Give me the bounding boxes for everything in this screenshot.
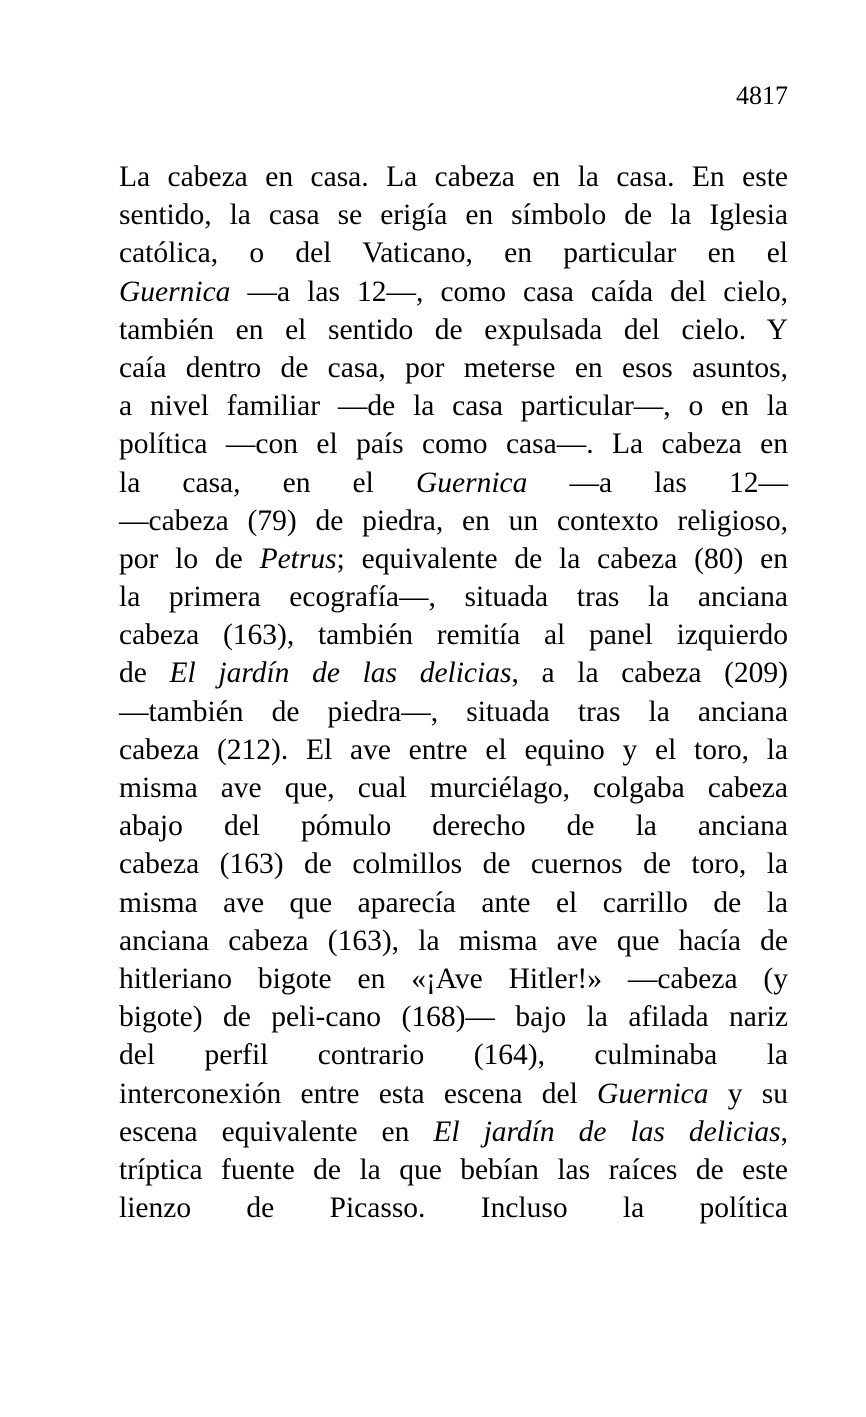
text-line <box>119 693 788 731</box>
italic-title: Petrus <box>259 542 337 575</box>
text-segment: lienzo de Picasso. Incluso la política <box>119 1192 788 1225</box>
text-line <box>119 1151 788 1189</box>
text-segment: también en el sentido de expulsada del cielo. Y <box>119 313 788 346</box>
body-text <box>119 158 788 1227</box>
text-segment: —a las 12—, como casa caída del cielo, <box>230 275 788 308</box>
text-segment: escena equivalente en <box>119 1115 434 1148</box>
text-segment: —también de piedra—, situada tras la anciana <box>119 695 788 728</box>
text-segment: y su <box>708 1077 789 1110</box>
text-segment: anciana cabeza (163), la misma ave que hacía de <box>119 924 788 957</box>
text-segment: —a las 12— <box>527 466 788 499</box>
text-segment: la casa, en el <box>119 466 416 499</box>
text-segment: sentido, la casa se erigía en símbolo de la Iglesia <box>119 199 788 232</box>
text-line <box>119 960 788 998</box>
text-segment: , <box>780 1115 788 1148</box>
text-line <box>119 425 788 463</box>
text-line <box>119 158 788 196</box>
text-line <box>119 387 788 425</box>
text-line <box>119 234 788 272</box>
text-segment: por lo de <box>119 542 260 575</box>
italic-title: El jardín de las delicias <box>433 1115 781 1148</box>
text-segment: tríptica fuente de la que bebían las raíces de este <box>119 1153 788 1186</box>
text-line <box>119 1075 788 1113</box>
text-line <box>119 845 788 883</box>
text-segment: ; equivalente de la cabeza (80) en <box>336 542 788 575</box>
page-number: 4817 <box>736 81 788 110</box>
text-line <box>119 196 788 234</box>
text-line <box>119 502 788 540</box>
text-segment: misma ave que aparecía ante el carrillo de la <box>119 886 788 919</box>
text-line <box>119 464 788 502</box>
text-segment: cabeza (163), también remitía al panel izquierdo <box>119 619 788 652</box>
italic-title: Guernica <box>597 1077 709 1110</box>
text-line <box>119 311 788 349</box>
text-segment: de <box>119 657 170 690</box>
text-segment: cabeza (212). El ave entre el equino y el toro, la <box>119 733 788 766</box>
text-segment: , a la cabeza (209) <box>511 657 788 690</box>
text-line <box>119 273 788 311</box>
text-segment: a nivel familiar —de la casa particular—, o en la <box>119 390 788 423</box>
text-line <box>119 616 788 654</box>
text-line <box>119 578 788 616</box>
text-line <box>119 731 788 769</box>
text-segment: interconexión entre esta escena del <box>119 1077 598 1110</box>
text-line <box>119 807 788 845</box>
text-line <box>119 654 788 692</box>
text-segment: —cabeza (79) de piedra, en un contexto religioso, <box>119 504 788 537</box>
text-segment: del perfil contrario (164), culminaba la <box>119 1039 788 1072</box>
text-segment: bigote) de peli-cano (168)— bajo la afilada nariz <box>119 1001 788 1034</box>
text-segment: hitleriano bigote en «¡Ave Hitler!» —cabeza (y <box>119 962 788 995</box>
text-segment: católica, o del Vaticano, en particular en el <box>119 237 788 270</box>
text-segment: misma ave que, cual murciélago, colgaba cabeza <box>119 772 788 804</box>
italic-title: El jardín de las delicias <box>169 657 512 690</box>
text-line <box>119 769 788 807</box>
text-line <box>119 922 788 960</box>
text-line <box>119 349 788 387</box>
text-line <box>119 1036 788 1074</box>
italic-title: Guernica <box>415 466 528 499</box>
text-line <box>119 1113 788 1151</box>
text-segment: política —con el país como casa—. La cabeza en <box>119 428 788 461</box>
text-line <box>119 540 788 578</box>
text-segment: cabeza (163) de colmillos de cuernos de toro, la <box>119 848 788 881</box>
text-segment: caía dentro de casa, por meterse en esos asuntos, <box>119 351 788 384</box>
text-line <box>119 998 788 1036</box>
italic-title: Guernica <box>119 275 231 308</box>
text-segment: la primera ecografía—, situada tras la anciana <box>119 581 788 614</box>
text-line <box>119 884 788 922</box>
text-segment: La cabeza en casa. La cabeza en la casa. En este <box>119 161 788 193</box>
text-segment: abajo del pómulo derecho de la anciana <box>119 810 788 843</box>
text-line <box>119 1189 788 1227</box>
